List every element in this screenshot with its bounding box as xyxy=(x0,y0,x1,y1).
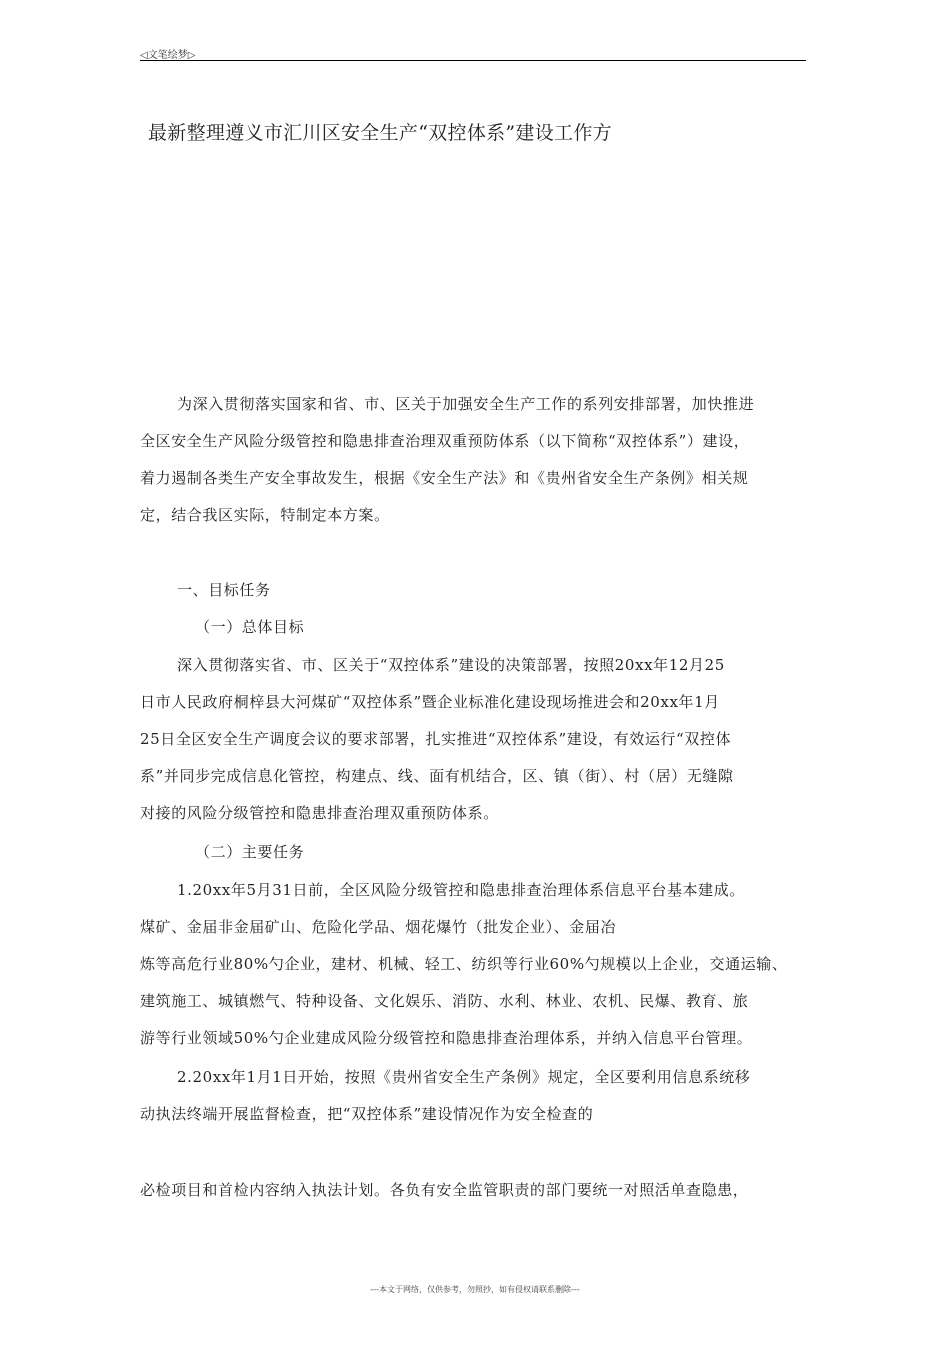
section-heading: 一、目标任务 xyxy=(177,581,271,599)
paragraph-line: 建筑施工、城镇燃气、特种设备、文化娱乐、消防、水利、林业、农机、民爆、教育、旅 xyxy=(140,992,749,1010)
subsection-heading: （二）主要任务 xyxy=(195,843,305,861)
paragraph-line: 动执法终端开展监督检查，把“双控体系”建设情况作为安全检查的 xyxy=(140,1105,594,1123)
paragraph-line: 定，结合我区实际，特制定本方案。 xyxy=(140,506,390,524)
paragraph-line: 炼等高危行业80%勺企业，建材、机械、轻工、纺织等行业60%勺规模以上企业，交通运输、 xyxy=(140,955,788,973)
header-rule xyxy=(140,60,806,61)
paragraph-line: 全区安全生产风险分级管控和隐患排查治理双重预防体系（以下简称“双控体系”）建设， xyxy=(140,432,750,450)
subsection-heading: （一）总体目标 xyxy=(195,618,305,636)
paragraph-line: 系”并同步完成信息化管控，构建点、线、面有机结合，区、镇（街）、村（居）无缝隙 xyxy=(140,767,734,785)
paragraph-line: 1.20xx年5月31日前，全区风险分级管控和隐患排查治理体系信息平台基本建成。 xyxy=(177,881,745,899)
paragraph-line: 日市人民政府桐梓县大河煤矿“双控体系”暨企业标准化建设现场推进会和20xx年1月 xyxy=(140,693,720,711)
page-header-text: ◁文笔绘梦▷ xyxy=(140,50,196,61)
paragraph-line: 着力遏制各类生产安全事故发生，根据《安全生产法》和《贵州省安全生产条例》相关规 xyxy=(140,469,749,487)
paragraph-line: 为深入贯彻落实国家和省、市、区关于加强安全生产工作的系列安排部署，加快推进 xyxy=(177,395,755,413)
document-title: 最新整理遵义市汇川区安全生产“双控体系”建设工作方 xyxy=(148,122,612,144)
paragraph-line: 25日全区安全生产调度会议的要求部署，扎实推进“双控体系”建设，有效运行“双控体 xyxy=(140,730,732,748)
page-footer-text: ---本文于网络，仅供参考，勿照抄，如有侵权请联系删除--- xyxy=(370,1285,580,1294)
paragraph-line: 2.20xx年1月1日开始，按照《贵州省安全生产条例》规定，全区要利用信息系统移 xyxy=(177,1068,751,1086)
paragraph-line: 游等行业领域50%勺企业建成风险分级管控和隐患排查治理体系，并纳入信息平台管理。 xyxy=(140,1029,753,1047)
paragraph-line: 煤矿、金届非金届矿山、危险化学品、烟花爆竹（批发企业）、金届冶 xyxy=(140,918,617,936)
paragraph-line: 对接的风险分级管控和隐患排查治理双重预防体系。 xyxy=(140,804,499,822)
paragraph-line: 深入贯彻落实省、市、区关于“双控体系”建设的决策部署，按照20xx年12月25 xyxy=(177,656,725,674)
paragraph-line: 必检项目和首检内容纳入执法计划。各负有安全监管职责的部门要统一对照活单查隐患， xyxy=(140,1181,749,1199)
